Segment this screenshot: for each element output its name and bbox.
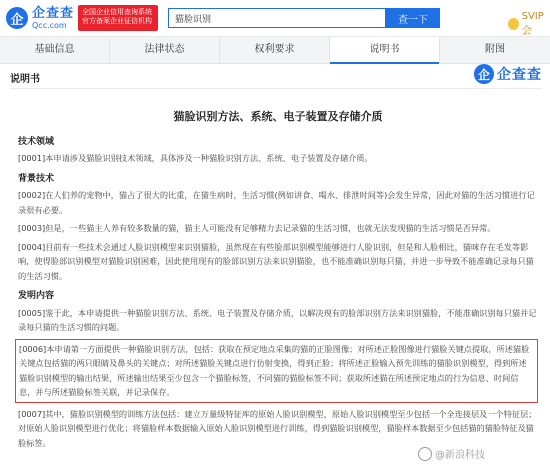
search-button[interactable]: 查一下 (386, 8, 440, 28)
brand-icon: 企 (474, 64, 494, 84)
paragraph-0001: [0001]本申请涉及猫脸识别技术领域，具体涉及一种猫脸识别方法、系统、电子装置及存储介质。 (18, 153, 373, 163)
official-badge (78, 5, 158, 31)
watermark (418, 446, 485, 461)
paragraph-0004: [0004]目前有一些技术会通过人脸识别模型来识别猫脸，虽然现在有些脸部识别模型能够进行人脸识别，但是和人脸相比，猫咪存在毛发等影响，使得脸部识别模型对猫脸识别困难，因此使用现有的脸部识别方法来识别猫脸，也不能准确识别每只猫，并进一步导致不能准确记录每只猫的生活习惯。 (18, 241, 534, 281)
paragraph-0005: [0005]鉴于此，本申请提供一种猫脸识别方法、系统、电子装置及存储介质，以解决现有的脸部识别方法来识别猫脸，不能准确识别每只猫并记录每只猫的生活习惯的问题。 (18, 307, 537, 332)
section-divider (10, 88, 542, 89)
tab-drawings[interactable]: 附图 (485, 44, 505, 55)
logo-icon: 企 (6, 7, 28, 29)
search-input[interactable]: 猫脸识别 (168, 8, 386, 28)
paragraph-0002: [0002]在人们养的宠物中，猫占了很大的比重，在猫生病时，生活习惯(例如讲食、喝水、排泄时间等)会发生异常，因此对猫的生活习惯进行记录很有必要。 (18, 190, 535, 215)
heading-technical-field: 技术领域 (18, 136, 55, 147)
paragraph-0007: [0007]其中，猫脸识别模型的训练方法包括：建立万量级特征库的原始人脸识别模型，原始人脸识别模型至少包括一个全连接层及一个特征层；对原始人脸识别模型进行优化；将猫脸样本数据输入原始人脸识别模型进行训练，得到猫脸识别模型，猫脸样本数据至少包括猫的猫脸特征及猫脸标签。 (18, 408, 537, 448)
specification-document (18, 92, 538, 454)
badge-line-1: 全国企业信用查询系统 (82, 8, 152, 16)
badge-line-2: 官方备案企业征信机构 (82, 17, 152, 25)
weibo-icon (418, 447, 432, 461)
paragraph-0003: [0003]但是，一些猫主人养有较多数量的猫，猫主人可能没有足够精力去记录猫的生活习惯，也就无法发现猫的生活习惯是否异常。 (18, 223, 496, 233)
logo-name: 企查查 (32, 5, 75, 21)
tab-bar (0, 37, 550, 64)
vip-link[interactable] (508, 11, 550, 37)
tab-specification[interactable]: 说明书 (330, 37, 440, 63)
heading-background: 背景技术 (18, 173, 55, 184)
paragraph-0006-highlighted: [0006]本申请第一方面提供一种猫脸识别方法，包括：获取在预定地点采集的猫的正脸图像；对所述正脸图像进行猫脸关键点提取，所述猫脸关键点包括猫的两只眼睛及鼻头的关键点；对所述猫脸关键点进行仿射变换，得到正脸；将所述正脸输入预先训练的猫脸识别模型，得到所述猫脸识别模型的输出结果，所述输出结果至少包含一个猫脸标签，不同猫的猫脸标签不同；获取所述猫在所述预定地点的行为信息、时间信息，并与所述猫脸标签关联，并记录保存。 (15, 339, 538, 403)
section-brand: 企查查 (497, 67, 542, 83)
crown-icon (508, 18, 519, 30)
tab-legal-status[interactable]: 法律状态 (110, 37, 220, 63)
section-brand-logo (474, 64, 542, 84)
top-header (0, 0, 550, 37)
section-title: 说明书 (10, 74, 40, 85)
tab-basic-info[interactable]: 基础信息 (0, 37, 110, 63)
watermark-text: @新浪科技 (435, 450, 485, 461)
site-logo[interactable] (6, 6, 74, 30)
vip-label: SVIP会 (521, 11, 544, 37)
tab-claims[interactable]: 权利要求 (220, 37, 330, 63)
document-title: 猫脸识别方法、系统、电子装置及存储介质 (173, 110, 383, 123)
logo-domain: Qcc.com (32, 20, 67, 30)
heading-summary: 发明内容 (18, 291, 55, 301)
